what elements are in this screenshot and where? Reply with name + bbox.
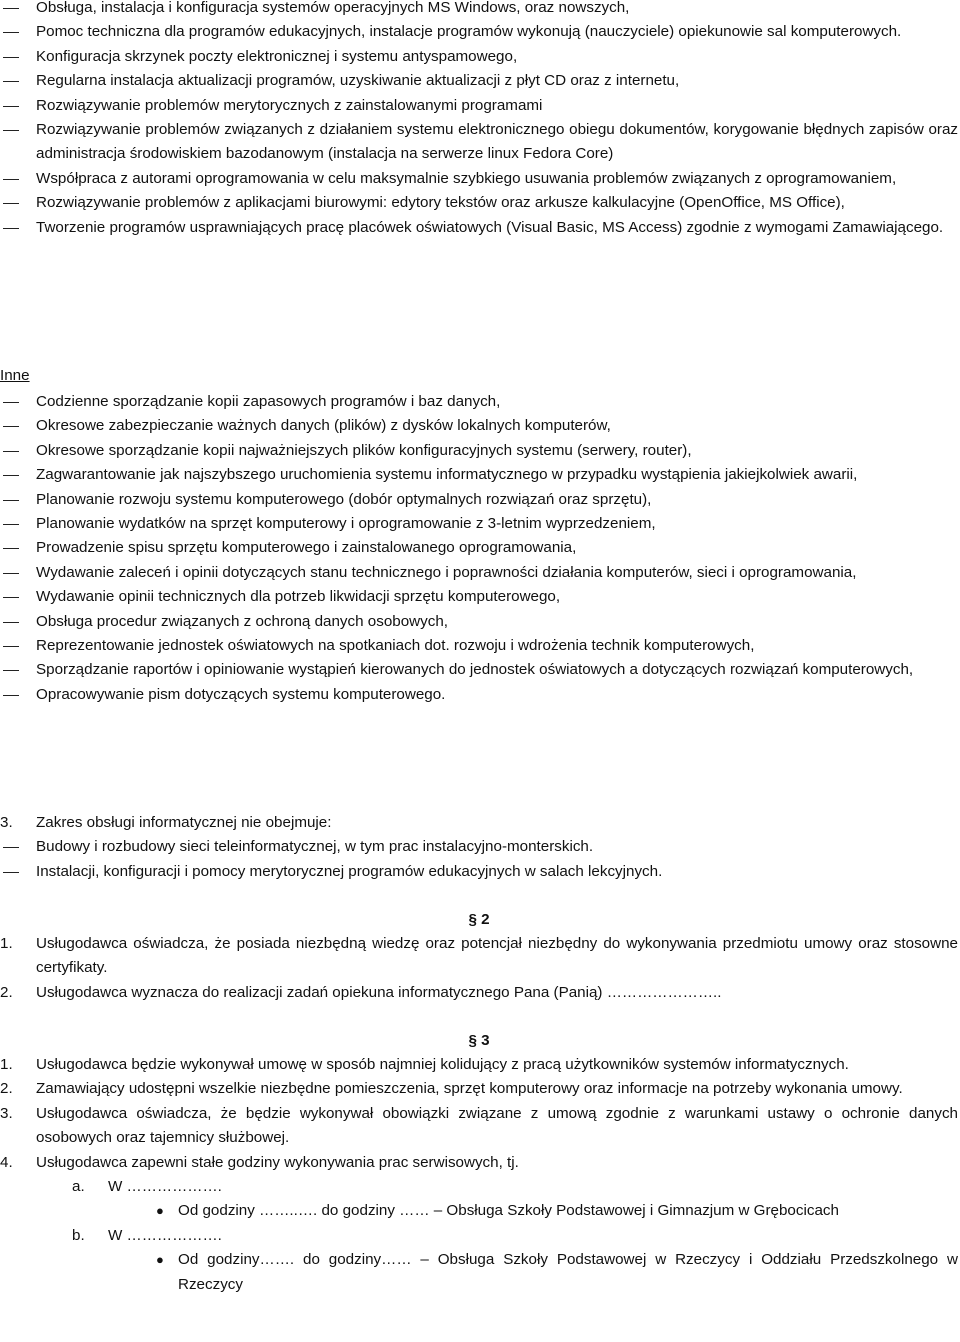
list-item: Zagwarantowanie jak najszybszego uruchomienia systemu informatycznego w przypadku wystąpienia jakiejkolwiek awarii, [0, 463, 958, 487]
bullet-icon: ● [156, 1252, 164, 1268]
section-title-3: § 3 [468, 1032, 490, 1049]
list-item: Instalacji, konfiguracji i pomocy merytorycznej programów edukacyjnych w salach lekcyjnych. [0, 860, 958, 884]
list-item: Codzienne sporządzanie kopii zapasowych programów i baz danych, [0, 390, 958, 414]
bullet-icon: ● [156, 1203, 164, 1219]
list-item: Okresowe sporządzanie kopii najważniejszych plików konfiguracyjnych systemu (serwery, router), [0, 439, 958, 463]
list-item: Rozwiązywanie problemów związanych z działaniem systemu elektronicznego obiegu dokumentów, korygowanie błędnych zapisów oraz administracja środowiskiem bazodanowym (instalacja na serwerze linux Fedora Core) [0, 118, 958, 167]
numbered-item: 1. Usługodawca oświadcza, że posiada niezbędną wiedzę oraz potencjał niezbędny do wykonywania przedmiotu umowy oraz stosowne certyfikaty. [0, 932, 958, 981]
list-item: Sporządzanie raportów i opiniowanie wystąpień kierowanych do jednostek oświatowych a dotyczących rozwiązań komputerowych, [0, 658, 958, 682]
item-number: 1. [0, 935, 13, 952]
list-item: Współpraca z autorami oprogramowania w celu maksymalnie szybkiego usuwania problemów związanych z oprogramowaniem, [0, 167, 958, 191]
list-item: Wydawanie zaleceń i opinii dotyczących stanu technicznego i poprawności działania komputerów, sieci i oprogramowania, [0, 561, 958, 585]
numbered-item: 2. Usługodawca wyznacza do realizacji zadań opiekuna informatycznego Pana (Panią) ………………….. [0, 981, 958, 1005]
section-3-list [0, 1053, 958, 1297]
list-item: Reprezentowanie jednostek oświatowych na spotkaniach dot. rozwoju i wdrożenia technik komputerowych, [0, 634, 958, 658]
list-item: Regularna instalacja aktualizacji programów, uzyskiwanie aktualizacji z płyt CD oraz z internetu, [0, 69, 958, 93]
item-number: 1. [0, 1056, 13, 1073]
point-3 [0, 811, 958, 884]
list-item: Planowanie wydatków na sprzęt komputerowy i oprogramowanie z 3-letnim wyprzedzeniem, [0, 512, 958, 536]
list-item: Okresowe zabezpieczanie ważnych danych (plików) z dysków lokalnych komputerów, [0, 414, 958, 438]
numbered-item: 3. Zakres obsługi informatycznej nie obejmuje: [0, 811, 958, 835]
list-item: Wydawanie opinii technicznych dla potrzeb likwidacji sprzętu komputerowego, [0, 585, 958, 609]
list-item: Konfiguracja skrzynek poczty elektronicznej i systemu antyspamowego, [0, 45, 958, 69]
sub-item-b: b. W ………………. [0, 1224, 958, 1248]
item-number: 3. [0, 1104, 13, 1122]
item-number: 2. [0, 983, 13, 1001]
list-item: Budowy i rozbudowy sieci teleinformatycznej, w tym prac instalacyjno-monterskich. [0, 835, 958, 859]
sub-item-letter: b. [72, 1226, 85, 1244]
list-item: Tworzenie programów usprawniających pracę placówek oświatowych (Visual Basic, MS Access) zgodnie z wymogami Zamawiającego. [0, 216, 958, 240]
section-2-list [0, 932, 958, 1005]
list-item: Obsługa, instalacja i konfiguracja systemów operacyjnych MS Windows, oraz nowszych, [0, 0, 958, 20]
bullet-item: ● Od godziny ……..…. do godziny …… – Obsługa Szkoły Podstawowej i Gimnazjum w Grębocicach [0, 1199, 958, 1223]
section-title-2: § 2 [468, 911, 490, 928]
numbered-item: 3. Usługodawca oświadcza, że będzie wykonywał obowiązki związane z umową zgodnie z warunkami ustawy o ochronie danych osobowych oraz tajemnicy służbowej. [0, 1102, 958, 1151]
list-item: Rozwiązywanie problemów z aplikacjami biurowymi: edytory tekstów oraz arkusze kalkulacyjne (OpenOffice, MS Office), [0, 191, 958, 215]
list-item: Pomoc techniczna dla programów edukacyjnych, instalacje programów wykonują (nauczyciele) opiekunowie sal komputerowych. [0, 20, 958, 44]
bullet-item: ● Od godziny……. do godziny…… – Obsługa Szkoły Podstawowej w Rzeczycy i Oddziału Przedszkolnego w Rzeczycy [0, 1248, 958, 1297]
numbered-item: 4. Usługodawca zapewni stałe godziny wykonywania prac serwisowych, tj. [0, 1151, 958, 1175]
sub-item-a: a. W ………………. [0, 1175, 958, 1199]
item-number: 2. [0, 1080, 13, 1098]
sub-item-letter: a. [72, 1178, 85, 1196]
item-number: 3. [0, 814, 13, 831]
list-item: Opracowywanie pism dotyczących systemu komputerowego. [0, 683, 958, 707]
list-top [0, 0, 958, 240]
section-heading-inne: Inne [0, 367, 30, 384]
numbered-item: 2. Zamawiający udostępni wszelkie niezbędne pomieszczenia, sprzęt komputerowy oraz informacje na potrzeby wykonania umowy. [0, 1077, 958, 1101]
list-item: Planowanie rozwoju systemu komputerowego (dobór optymalnych rozwiązań oraz sprzętu), [0, 488, 958, 512]
list-item: Obsługa procedur związanych z ochroną danych osobowych, [0, 610, 958, 634]
item-number: 4. [0, 1153, 13, 1171]
list-item: Rozwiązywanie problemów merytorycznych z zainstalowanymi programami [0, 94, 958, 118]
list-inne [0, 390, 958, 707]
numbered-item: 1. Usługodawca będzie wykonywał umowę w sposób najmniej kolidujący z pracą użytkowników systemów informatycznych. [0, 1053, 958, 1077]
list-item: Prowadzenie spisu sprzętu komputerowego i zainstalowanego oprogramowania, [0, 536, 958, 560]
